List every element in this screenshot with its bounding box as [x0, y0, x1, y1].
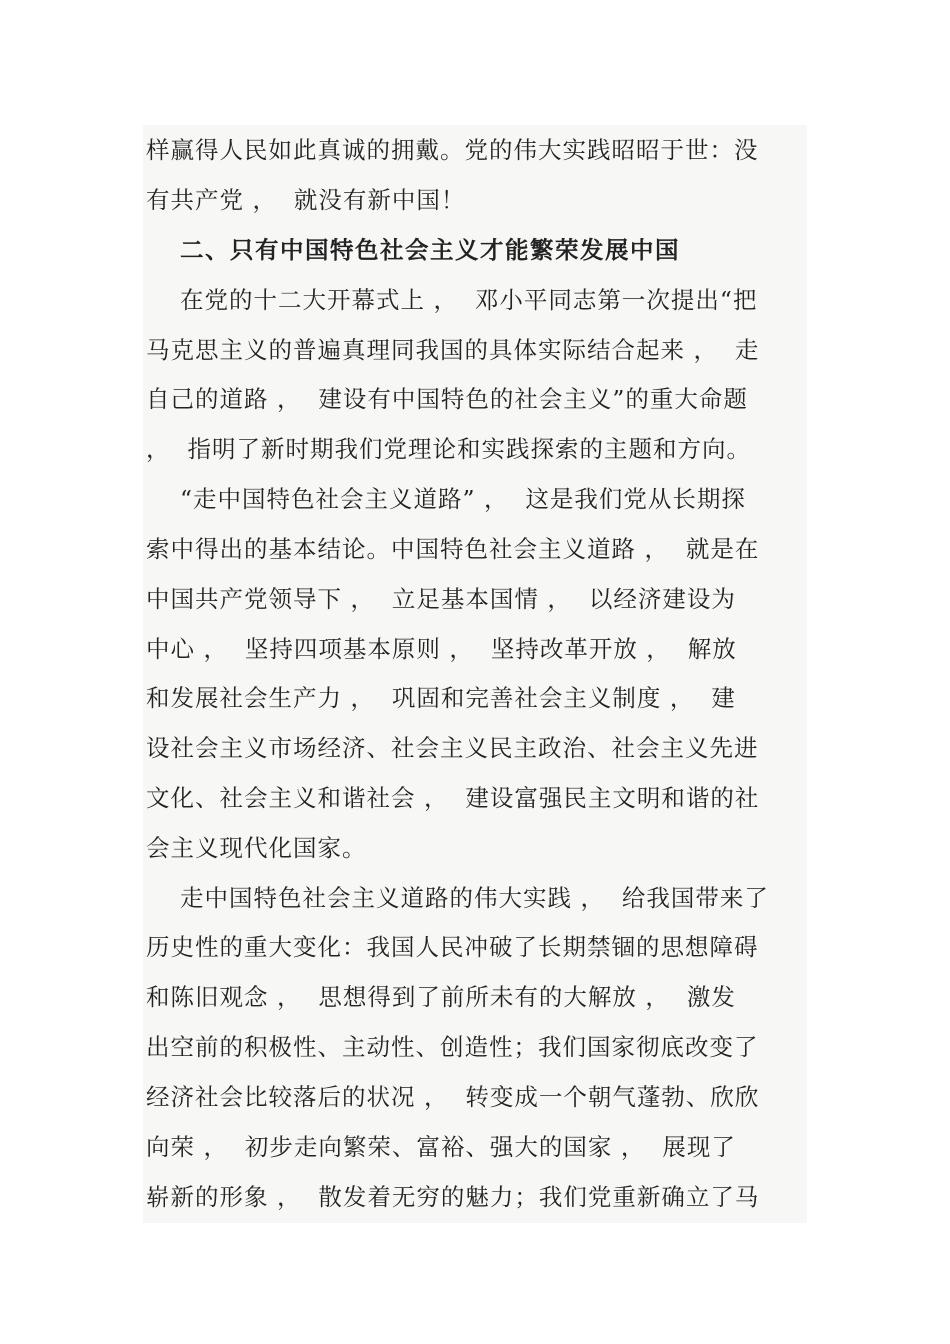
text-line: 和发展社会生产力 ， 巩固和完善社会主义制度 ， 建: [146, 684, 736, 712]
text-line: ， 指明了新时期我们党理论和实践探索的主题和方向。: [146, 435, 751, 463]
text-line: 向荣 ， 初步走向繁荣、富裕、强大的国家 ， 展现了: [146, 1133, 736, 1161]
text-line: 文化、社会主义和谐社会 ， 建设富强民主文明和谐的社: [146, 784, 760, 812]
text-line: 会主义现代化国家。: [146, 834, 367, 862]
text-line: 有共产党 ， 就没有新中国！: [146, 186, 466, 214]
text-line: 崭新的形象 ， 散发着无穷的魅力；我们党重新确立了马: [146, 1183, 760, 1211]
text-line: 出空前的积极性、主动性、创造性；我们国家彻底改变了: [146, 1033, 759, 1061]
text-line: 设社会主义市场经济、社会主义民主政治、社会主义先进: [146, 734, 759, 762]
text-line: 马克思主义的普遍真理同我国的具体实际结合起来 ， 走: [146, 336, 760, 364]
text-line: 自己的道路 ， 建设有中国特色的社会主义”的重大命题: [146, 385, 748, 413]
text-line: 中心 ， 坚持四项基本原则 ， 坚持改革开放 ， 解放: [146, 635, 737, 663]
text-line: 在党的十二大开幕式上 ， 邓小平同志第一次提出“把: [180, 286, 758, 314]
text-line: 样赢得人民如此真诚的拥戴。党的伟大实践昭昭于世：没: [146, 136, 759, 164]
text-line: “走中国特色社会主义道路” ， 这是我们党从长期探: [180, 485, 746, 513]
text-line: 和陈旧观念 ， 思想得到了前所未有的大解放 ， 激发: [146, 983, 736, 1011]
text-line: 中国共产党领导下 ， 立足基本国情 ， 以经济建设为: [146, 585, 736, 613]
text-line: 历史性的重大变化：我国人民冲破了长期禁锢的思想障碍: [146, 933, 759, 961]
section-heading: 二、只有中国特色社会主义才能繁荣发展中国: [180, 236, 680, 264]
text-line: 经济社会比较落后的状况 ， 转变成一个朝气蓬勃、欣欣: [146, 1083, 760, 1111]
text-line: 索中得出的基本结论。中国特色社会主义道路 ， 就是在: [146, 535, 760, 563]
text-line: 走中国特色社会主义道路的伟大实践 ， 给我国带来了: [180, 884, 769, 912]
